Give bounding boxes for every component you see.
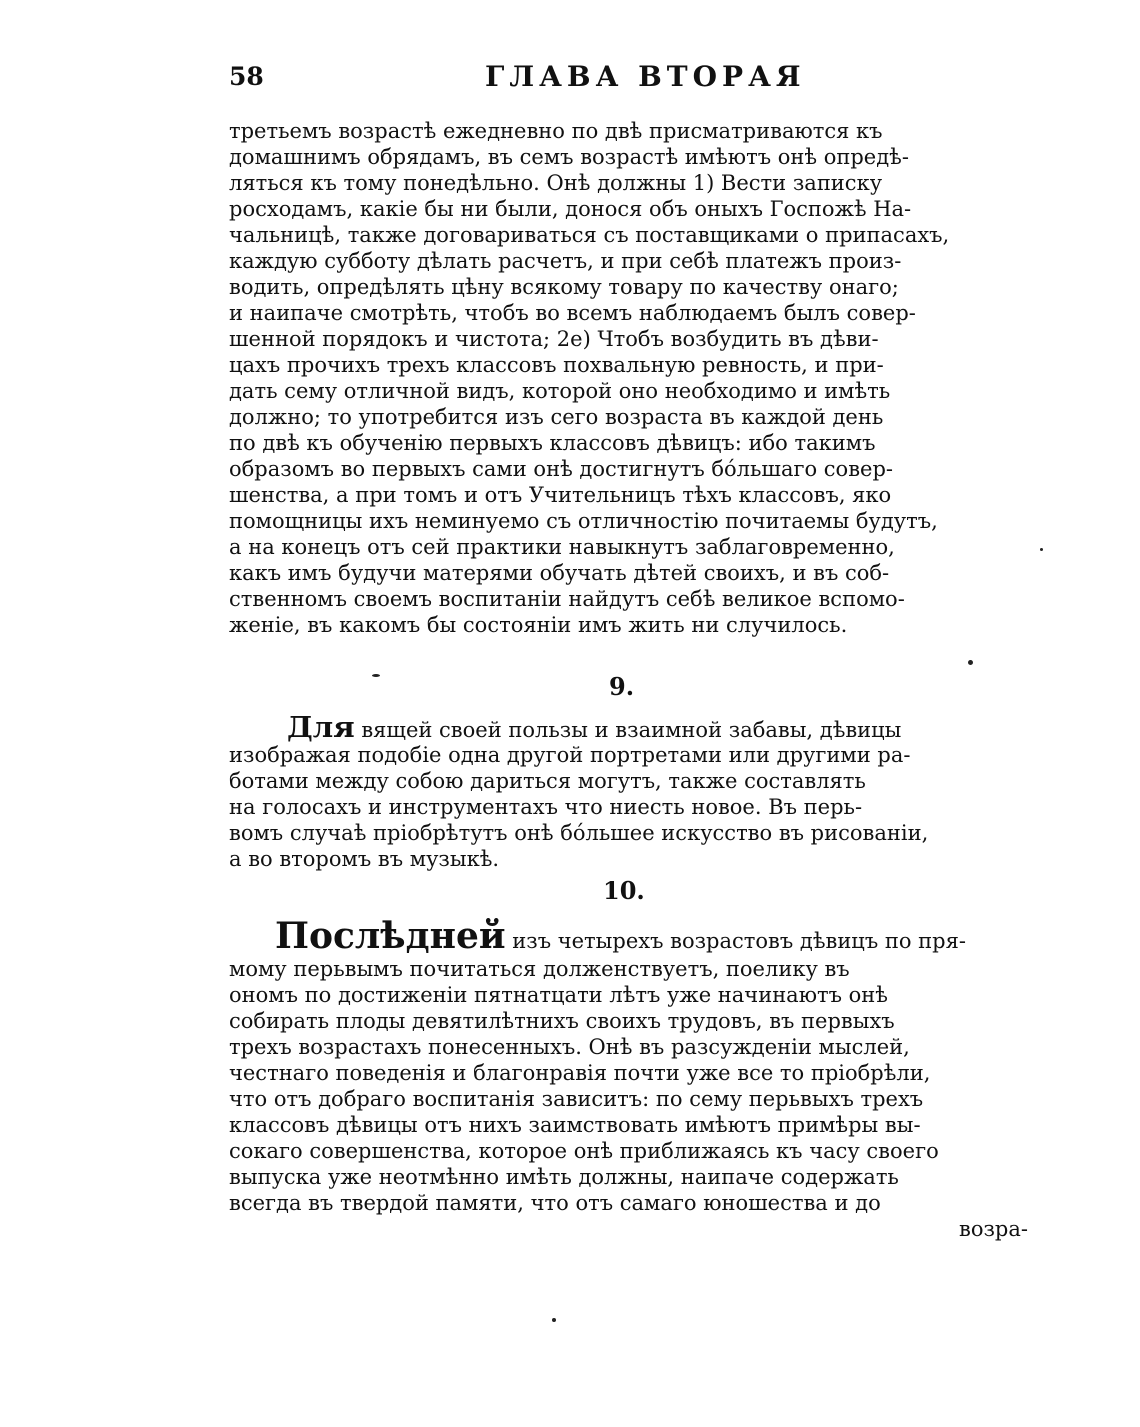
text-line: честнаго поведенія и благонравія почти уже все то пріобрѣли,	[229, 1061, 931, 1085]
section-10-paragraph	[229, 916, 1028, 1242]
ink-speck	[372, 674, 380, 677]
text-line: какъ имъ будучи матерями обучать дѣтей своихъ, и въ соб-	[229, 561, 890, 585]
text-line: образомъ во первыхъ сами онѣ достигнутъ бóльшаго совер-	[229, 457, 893, 481]
paragraph-continued	[229, 118, 1028, 638]
text-line: вомъ случаѣ пріобрѣтутъ онѣ бóльшее искусство въ рисованіи,	[229, 821, 929, 845]
page-header	[229, 58, 1029, 98]
text-line: выпуска уже неотмѣнно имѣть должны, наипаче содержать	[229, 1165, 899, 1189]
text-line: чальницѣ, также договариваться съ поставщиками о припасахъ,	[229, 223, 950, 247]
text-line: шенной порядокъ и чистота; 2е) Чтобъ возбудить въ дѣви-	[229, 327, 879, 351]
text-line: классовъ дѣвицы отъ нихъ заимствовать имѣютъ примѣры вы-	[229, 1113, 921, 1137]
section-9-first-line	[229, 712, 1028, 742]
section-9-lead-word: Для	[287, 712, 355, 742]
text-line: изображая подобіе одна другой портретами или другими ра-	[229, 743, 911, 767]
text-line: шенства, а при томъ и отъ Учительницъ тѣхъ классовъ, яко	[229, 483, 892, 507]
text-line: третьемъ возрастѣ ежедневно по двѣ присматриваются къ	[229, 119, 883, 143]
ink-speck	[1040, 548, 1043, 551]
text-line: трехъ возрастахъ понесенныхъ. Онѣ въ разсужденіи мыслей,	[229, 1035, 910, 1059]
text-line: сокаго совершенства, которое онѣ приближаясь къ часу своего	[229, 1139, 939, 1163]
section-10-lead-word: Послѣдней	[275, 916, 506, 956]
text-line: ляться къ тому понедѣльно. Онѣ должны 1) Вести записку	[229, 171, 883, 195]
running-head: ГЛАВА ВТОРАЯ	[485, 60, 806, 93]
text-line: цахъ прочихъ трехъ классовъ похвальную ревность, и при-	[229, 353, 884, 377]
text-line: что отъ добраго воспитанія зависитъ: по сему перьвыхъ трехъ	[229, 1087, 924, 1111]
text-line: помощницы ихъ неминуемо съ отличностію почитаемы будутъ,	[229, 509, 938, 533]
page-number: 58	[229, 62, 264, 91]
text-line: на голосахъ и инструментахъ что ниесть новое. Въ перь-	[229, 795, 863, 819]
ink-speck	[968, 660, 973, 665]
text-line: и наипаче смотрѣть, чтобъ во всемъ наблюдаемъ былъ совер-	[229, 301, 916, 325]
section-10-first-line-text: изъ четырехъ возрастовъ дѣвицъ по пря-	[505, 929, 966, 953]
text-line: а на конецъ отъ сей практики навыкнутъ заблаговременно,	[229, 535, 895, 559]
text-line: росходамъ, какіе бы ни были, донося объ оныхъ Госпожѣ На-	[229, 197, 912, 221]
text-line: ственномъ своемъ воспитаніи найдутъ себѣ великое вспомо-	[229, 587, 905, 611]
text-line: ботами между собою дариться могутъ, также составлять	[229, 769, 866, 793]
text-line: а во второмъ въ музыкѣ.	[229, 847, 500, 871]
text-line: женіе, въ какомъ бы состояніи имъ жить ни случилось.	[229, 613, 848, 637]
catchword: возра-	[959, 1217, 1028, 1241]
section-9-paragraph	[229, 712, 1028, 872]
text-line: всегда въ твердой памяти, что отъ самаго юношества и до	[229, 1191, 881, 1215]
text-line: должно; то употребится изъ сего возраста въ каждой день	[229, 405, 884, 429]
section-number-9: 9.	[609, 672, 635, 701]
text-line: водить, опредѣлять цѣну всякому товару по качеству онаго;	[229, 275, 899, 299]
text-line: дать сему отличной видъ, которой оно необходимо и имѣть	[229, 379, 891, 403]
ink-speck	[552, 1318, 556, 1322]
section-number-10: 10.	[603, 876, 645, 905]
text-line: ономъ по достиженіи пятнатцати лѣтъ уже начинаютъ онѣ	[229, 983, 888, 1007]
text-line: каждую субботу дѣлать расчетъ, и при себѣ платежъ произ-	[229, 249, 902, 273]
text-line: мому перьвымъ почитаться долженствуетъ, поелику въ	[229, 957, 850, 981]
section-9-first-line-text: вящей своей пользы и взаимной забавы, дѣвицы	[354, 718, 902, 742]
text-line: по двѣ къ обученію первыхъ классовъ дѣвицъ: ибо такимъ	[229, 431, 876, 455]
text-line: домашнимъ обрядамъ, въ семъ возрастѣ имѣютъ онѣ опредѣ-	[229, 145, 909, 169]
section-10-first-line	[229, 916, 1028, 956]
text-line: собирать плоды девятилѣтнихъ своихъ трудовъ, въ первыхъ	[229, 1009, 895, 1033]
